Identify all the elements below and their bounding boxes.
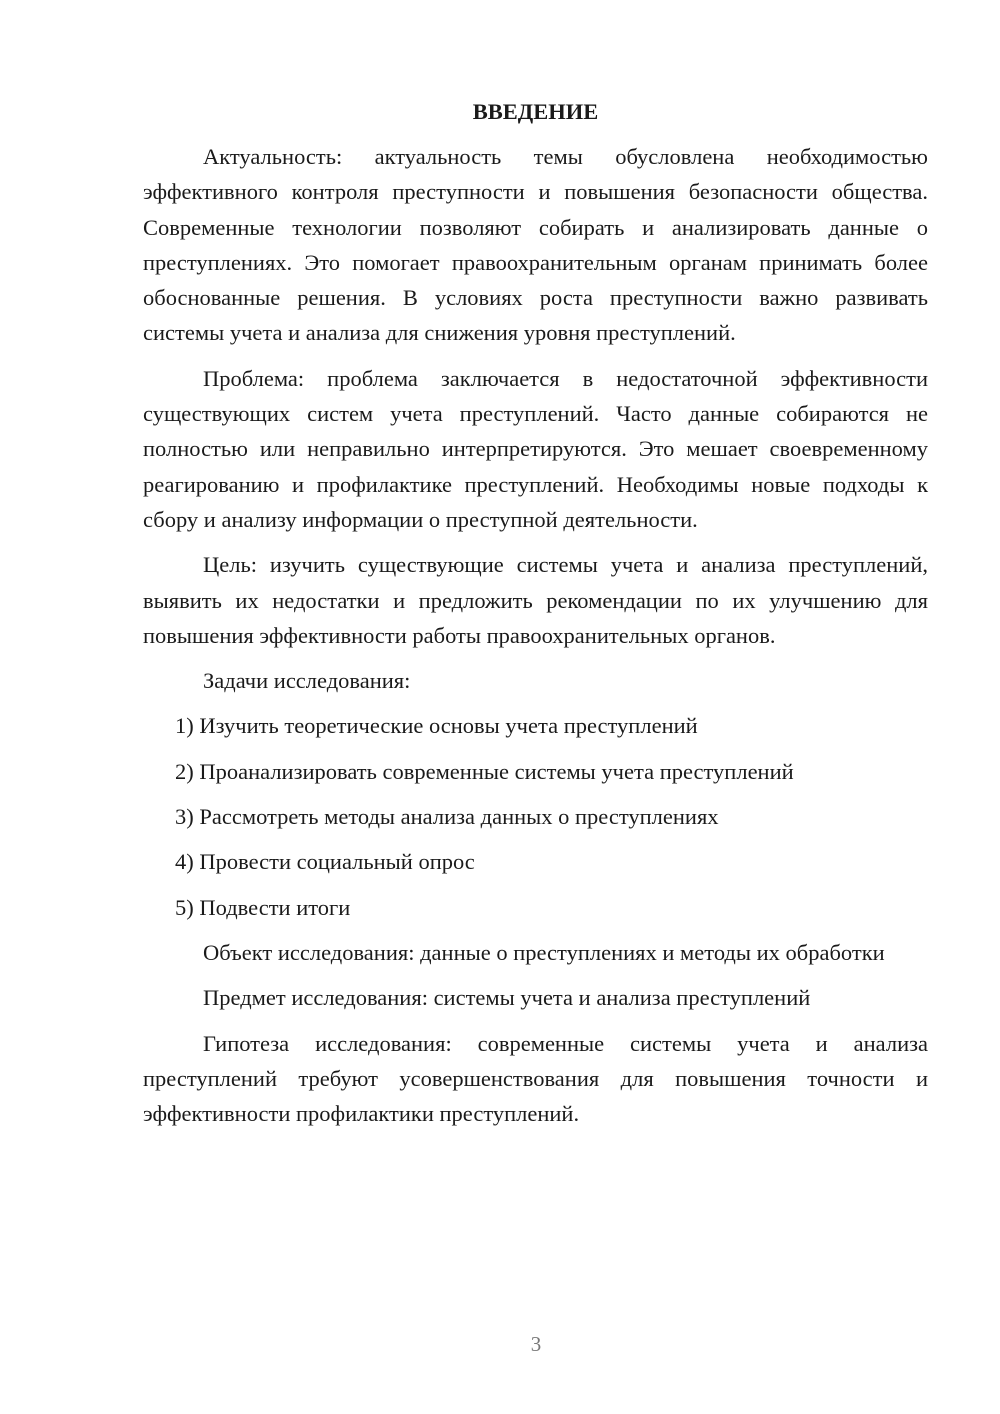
task-item: 3) Рассмотреть методы анализа данных о преступлениях: [175, 804, 719, 830]
task-list: [143, 708, 928, 924]
paragraph-problem: Проблема: проблема заключается в недостаточной эффективности существующих систем учета преступлений. Часто данные собираются не полностью или неправильно интерпретируются. Это мешает своевременному реагированию и профилактике преступлений. Необходимы новые подходы к сбору и анализу информации о преступной деятельности.: [143, 365, 928, 532]
tasks-heading: Задачи исследования:: [203, 668, 411, 694]
task-item: 4) Провести социальный опрос: [175, 849, 475, 875]
paragraph-object: Объект исследования: данные о преступлениях и методы их обработки: [203, 939, 885, 965]
paragraph-relevance: Актуальность: актуальность темы обусловлена необходимостью эффективного контроля преступности и повышения безопасности общества. Современные технологии позволяют собирать и анализировать данные о преступлениях. Это помогает правоохранительным органам принимать более обоснованные решения. В условиях роста преступности важно развивать системы учета и анализа для снижения уровня преступлений.: [143, 144, 928, 346]
paragraph-subject: Предмет исследования: системы учета и анализа преступлений: [203, 985, 811, 1011]
task-item: 5) Подвести итоги: [175, 894, 351, 920]
task-item: 2) Проанализировать современные системы учета преступлений: [175, 758, 794, 784]
document-page: [143, 94, 928, 1141]
task-item: 1) Изучить теоретические основы учета преступлений: [175, 713, 698, 739]
paragraph-goal: Цель: изучить существующие системы учета и анализа преступлений, выявить их недостатки и предложить рекомендации по их улучшению для повышения эффективности работы правоохранительных органов.: [143, 552, 928, 648]
paragraph-hypothesis: Гипотеза исследования: современные системы учета и анализа преступлений требуют усовершенствования для повышения точности и эффективности профилактики преступлений.: [143, 1030, 928, 1127]
section-title: ВВЕДЕНИЕ: [472, 99, 599, 124]
page-number: 3: [530, 1332, 542, 1356]
